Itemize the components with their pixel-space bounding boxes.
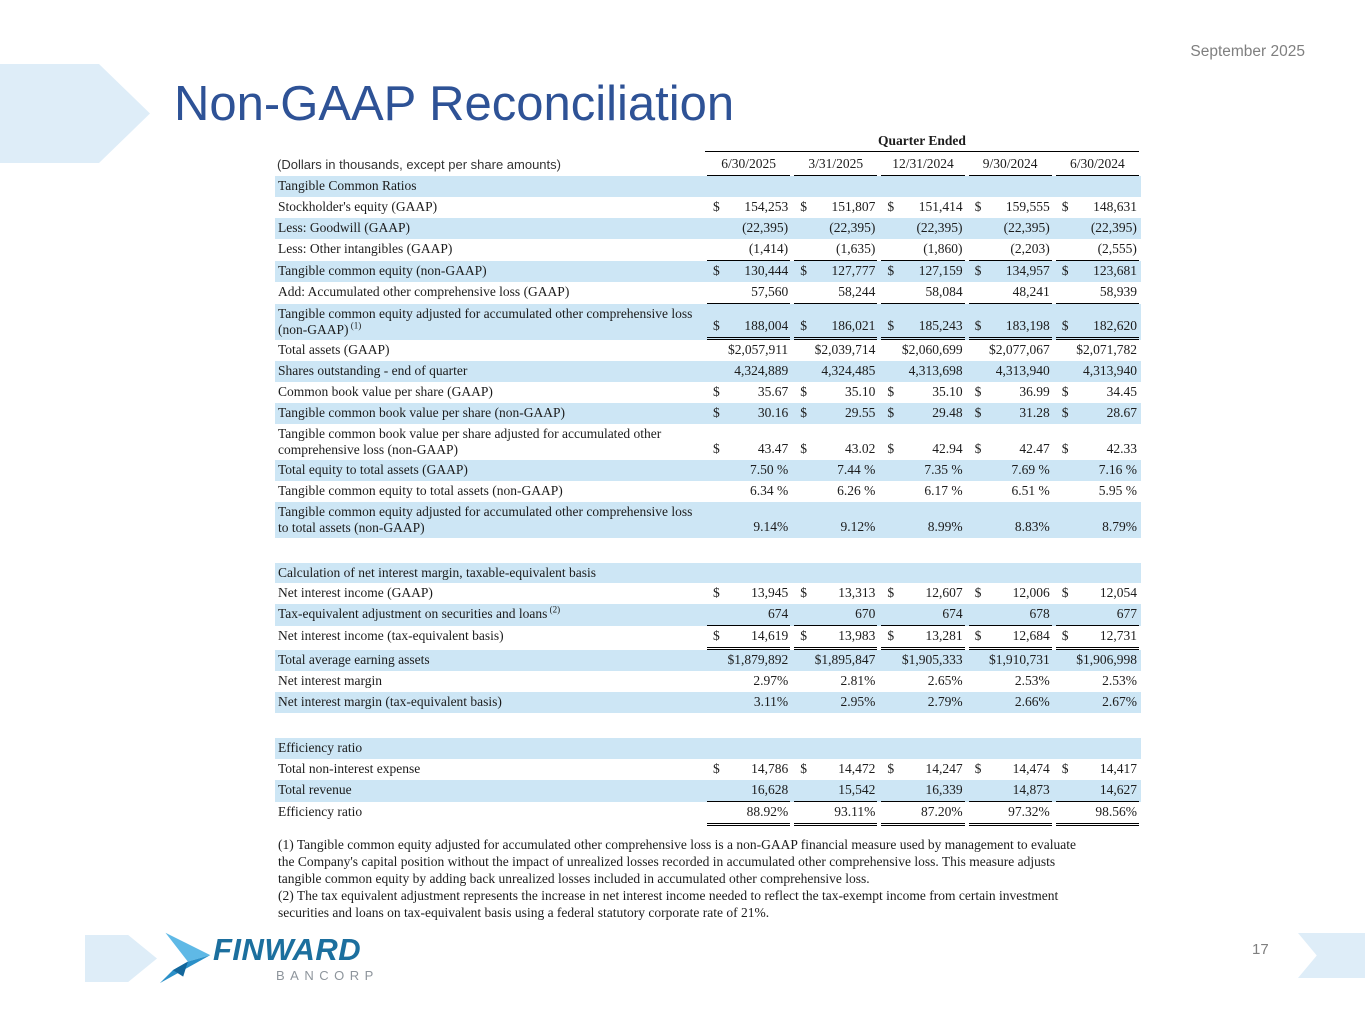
row-label: Efficiency ratio: [278, 803, 363, 819]
value-cell: [794, 583, 877, 604]
value-cell: 2.53%: [1014, 673, 1050, 688]
table-row: [275, 650, 1141, 671]
value-text: 42.94: [932, 440, 963, 456]
value-text: 159,555: [1005, 198, 1050, 214]
row-label: Add: Accumulated other comprehensive loss (GAAP): [278, 283, 570, 299]
table-row: [275, 218, 1141, 239]
value-cell: 4,313,698: [908, 362, 963, 378]
value-cell: 2.79%: [927, 694, 963, 709]
table-row: [275, 382, 1141, 403]
value-cell: [969, 304, 1052, 340]
table-row: [275, 176, 1141, 197]
table-row: [275, 261, 1141, 282]
value-text: 13,281: [925, 628, 963, 643]
value-cell: [969, 403, 1052, 424]
row-label: Tangible common equity (non-GAAP): [278, 262, 487, 278]
row-label: Net interest margin (tax-equivalent basis): [278, 694, 502, 709]
dollar-sign: $: [1061, 317, 1069, 333]
value-cell: [1056, 583, 1139, 604]
dollar-sign: $: [974, 440, 982, 456]
decorative-chevron-top-left: [0, 64, 150, 163]
table-row: [275, 282, 1141, 304]
table-row: [275, 671, 1141, 692]
value-text: 151,414: [918, 198, 963, 214]
value-cell: [969, 759, 1052, 780]
value-cell: [1056, 197, 1139, 218]
value-cell: [707, 304, 790, 340]
value-cell: (1,414): [707, 239, 790, 261]
value-cell: 678: [969, 604, 1052, 626]
logo-arrow-icon: [158, 926, 214, 988]
value-text: 35.67: [757, 383, 789, 399]
reconciliation-table: [275, 133, 1141, 826]
row-label: Less: Other intangibles (GAAP): [278, 240, 453, 256]
footnote-reference: (2): [547, 604, 561, 615]
value-text: 34.45: [1106, 383, 1137, 399]
value-text: 42.47: [1019, 440, 1050, 456]
value-text: 43.47: [757, 440, 789, 456]
table-row: [275, 563, 1141, 584]
value-cell: 88.92%: [707, 802, 790, 826]
value-text: 183,198: [1005, 317, 1050, 333]
dollar-sign: $: [1061, 262, 1069, 278]
dollar-sign: $: [713, 628, 720, 643]
value-cell: 4,324,485: [821, 362, 876, 378]
row-label: Total non-interest expense: [278, 760, 421, 776]
value-text: 134,957: [1005, 262, 1050, 278]
value-cell: [1056, 759, 1139, 780]
value-cell: 7.16 %: [1098, 461, 1137, 477]
dollar-sign: $: [1061, 440, 1069, 456]
value-cell: 5.95 %: [1098, 482, 1137, 498]
table-row: [275, 481, 1141, 502]
value-cell: [969, 583, 1052, 604]
dollar-sign: $: [713, 262, 720, 278]
value-text: 13,983: [838, 628, 876, 643]
dollar-sign: $: [974, 760, 982, 776]
dollar-sign: $: [800, 262, 807, 278]
value-cell: 15,542: [794, 780, 877, 802]
value-cell: [707, 197, 790, 218]
value-cell: (1,860): [881, 239, 964, 261]
value-text: 12,731: [1099, 628, 1137, 643]
value-text: 130,444: [744, 262, 789, 278]
row-label: Tangible common equity adjusted for accumulated other comprehensive loss to total assets (non-GAAP): [278, 503, 693, 535]
value-cell: (2,555): [1056, 239, 1139, 261]
value-cell: 2.65%: [927, 673, 963, 688]
row-label: Tangible common equity to total assets (non-GAAP): [278, 482, 563, 498]
dollar-sign: $: [887, 198, 895, 214]
value-cell: [794, 261, 877, 282]
value-cell: $2,039,714: [814, 341, 876, 357]
table-row: [275, 197, 1141, 218]
value-cell: [881, 197, 964, 218]
units-note: (Dollars in thousands, except per share amounts): [277, 157, 561, 172]
dollar-sign: $: [713, 404, 720, 420]
dollar-sign: $: [974, 198, 982, 214]
table-row: [275, 759, 1141, 780]
row-label: Total average earning assets: [278, 652, 430, 667]
value-cell: [794, 197, 877, 218]
row-label: Stockholder's equity (GAAP): [278, 198, 438, 214]
value-text: 14,417: [1099, 760, 1137, 776]
value-cell: [707, 583, 790, 604]
value-text: 13,945: [751, 585, 789, 600]
dollar-sign: $: [1061, 383, 1069, 399]
value-cell: 48,241: [969, 282, 1052, 304]
row-label: Common book value per share (GAAP): [278, 383, 493, 399]
table-row: [275, 424, 1141, 460]
value-cell: $1,905,333: [901, 652, 963, 667]
value-cell: [707, 403, 790, 424]
value-cell: (22,395): [1090, 219, 1137, 235]
dollar-sign: $: [800, 404, 807, 420]
table-section: [275, 563, 1141, 714]
value-cell: 97.32%: [969, 802, 1052, 826]
value-cell: 4,324,889: [734, 362, 789, 378]
value-text: 12,054: [1099, 585, 1137, 600]
dollar-sign: $: [713, 585, 720, 600]
table-row: [275, 738, 1141, 759]
value-text: 185,243: [918, 317, 963, 333]
value-cell: [881, 261, 964, 282]
row-label: Total equity to total assets (GAAP): [278, 461, 468, 477]
column-header: 6/30/2025: [707, 153, 790, 176]
dollar-sign: $: [800, 317, 807, 333]
table-row: [275, 780, 1141, 802]
dollar-sign: $: [1061, 760, 1069, 776]
table-row: [275, 340, 1141, 361]
column-header: 12/31/2024: [881, 153, 964, 176]
value-cell: 14,627: [1056, 780, 1139, 802]
column-header: 6/30/2024: [1056, 153, 1139, 176]
value-cell: 2.53%: [1102, 673, 1137, 688]
value-cell: [794, 626, 877, 650]
dollar-sign: $: [974, 262, 982, 278]
value-cell: [881, 583, 964, 604]
page-title: Non-GAAP Reconciliation: [174, 77, 735, 131]
value-text: 42.33: [1106, 440, 1137, 456]
value-cell: (22,395): [916, 219, 963, 235]
footnote: (2) The tax equivalent adjustment represents the increase in net interest income needed to reflect the tax-exempt income from certain investment securities and loans on tax-equivalent basis using a federal statutory corporate rate of 21%.: [278, 888, 1059, 920]
value-text: 12,607: [925, 585, 963, 600]
row-label: Tangible common equity adjusted for accumulated other comprehensive loss (non-GAAP) $^{(1)}$: [278, 305, 693, 337]
value-text: 186,021: [831, 317, 876, 333]
value-text: 14,619: [751, 628, 789, 643]
value-cell: [969, 197, 1052, 218]
row-label: Total assets (GAAP): [278, 341, 390, 357]
dollar-sign: $: [887, 760, 895, 776]
dollar-sign: $: [713, 317, 720, 333]
value-cell: 87.20%: [881, 802, 964, 826]
dollar-sign: $: [713, 440, 720, 456]
value-cell: 57,560: [707, 282, 790, 304]
value-cell: [881, 382, 964, 403]
dollar-sign: $: [887, 317, 895, 333]
value-cell: [1056, 304, 1139, 340]
value-cell: [969, 261, 1052, 282]
value-cell: [1056, 424, 1139, 460]
value-cell: [794, 304, 877, 340]
row-label: Less: Goodwill (GAAP): [278, 219, 410, 235]
value-text: 127,159: [918, 262, 963, 278]
footnote: (1) Tangible common equity adjusted for accumulated other comprehensive loss is a non-GAAP financial measure used by management to evaluate the Company's capital position without the impact of unrealized losses recorded in accumulated other comprehensive loss. This measure adjusts tangible common equity by adding back unrealized losses included in accumulated other comprehensive loss.: [278, 837, 1076, 886]
value-cell: 6.26 %: [837, 482, 876, 498]
value-cell: 98.56%: [1056, 802, 1139, 826]
value-text: 13,313: [838, 585, 876, 600]
dollar-sign: $: [974, 585, 982, 600]
value-cell: $1,906,998: [1076, 652, 1137, 667]
value-text: 28.67: [1106, 404, 1137, 420]
value-cell: 2.67%: [1102, 694, 1137, 709]
row-label: Net interest income (GAAP): [278, 585, 433, 600]
table-row: [275, 692, 1141, 713]
value-cell: 3.11%: [753, 694, 789, 709]
dollar-sign: $: [887, 404, 895, 420]
row-label: Efficiency ratio: [278, 740, 363, 755]
value-text: 30.16: [757, 404, 789, 420]
dollar-sign: $: [887, 628, 895, 643]
value-cell: 674: [707, 604, 790, 626]
value-cell: 6.51 %: [1011, 482, 1050, 498]
page-number: 17: [1252, 941, 1269, 958]
value-cell: 670: [794, 604, 877, 626]
value-cell: 58,244: [794, 282, 877, 304]
value-cell: 677: [1056, 604, 1139, 626]
value-cell: 4,313,940: [1082, 362, 1137, 378]
value-cell: (22,395): [1003, 219, 1050, 235]
value-cell: 6.17 %: [924, 482, 963, 498]
value-cell: 58,084: [881, 282, 964, 304]
value-text: 31.28: [1019, 404, 1050, 420]
value-text: 188,004: [744, 317, 789, 333]
value-cell: [707, 626, 790, 650]
value-cell: 8.83%: [1014, 518, 1050, 534]
value-cell: $2,071,782: [1076, 341, 1137, 357]
dollar-sign: $: [800, 585, 807, 600]
table-row: [275, 304, 1141, 340]
table-row: [275, 403, 1141, 424]
value-text: 14,472: [838, 760, 876, 776]
dollar-sign: $: [800, 628, 807, 643]
value-cell: 674: [881, 604, 964, 626]
table-section: [275, 738, 1141, 826]
value-cell: 2.97%: [753, 673, 789, 688]
value-cell: 4,313,940: [995, 362, 1050, 378]
dollar-sign: $: [887, 383, 895, 399]
value-cell: (2,203): [969, 239, 1052, 261]
value-cell: (1,635): [794, 239, 877, 261]
value-cell: $1,910,731: [989, 652, 1050, 667]
table-row: [275, 604, 1141, 626]
row-label: Tax-equivalent adjustment on securities and loans $^{(2)}$: [278, 604, 561, 621]
value-cell: [707, 759, 790, 780]
value-cell: 16,339: [881, 780, 964, 802]
table-dates-row: [275, 153, 1141, 176]
value-cell: 7.50 %: [749, 461, 789, 477]
dollar-sign: $: [974, 404, 982, 420]
value-text: 182,620: [1093, 317, 1137, 333]
value-cell: 93.11%: [794, 802, 877, 826]
value-text: 29.55: [845, 404, 876, 420]
value-cell: [794, 382, 877, 403]
dollar-sign: $: [800, 440, 807, 456]
value-cell: [794, 424, 877, 460]
value-cell: [1056, 261, 1139, 282]
dollar-sign: $: [1061, 404, 1069, 420]
value-cell: [1056, 626, 1139, 650]
table-row: [275, 583, 1141, 604]
value-cell: [969, 382, 1052, 403]
value-cell: 2.95%: [840, 694, 876, 709]
value-text: 12,006: [1012, 585, 1050, 600]
value-cell: [1056, 382, 1139, 403]
dollar-sign: $: [887, 440, 895, 456]
decorative-chevron-bottom-left: [85, 935, 157, 982]
value-cell: 14,873: [969, 780, 1052, 802]
row-label: Tangible common book value per share adjusted for accumulated other comprehensive loss (non-GAAP): [278, 425, 662, 457]
table-section: [275, 176, 1141, 538]
value-cell: [707, 261, 790, 282]
value-cell: $1,879,892: [727, 652, 789, 667]
value-text: 43.02: [845, 440, 876, 456]
table-row: [275, 802, 1141, 826]
value-cell: 7.44 %: [837, 461, 876, 477]
table-row: [275, 626, 1141, 650]
row-label: Net interest income (tax-equivalent basis): [278, 628, 504, 643]
company-logo: [158, 924, 388, 996]
value-cell: [881, 626, 964, 650]
value-cell: (22,395): [742, 219, 789, 235]
value-text: 14,474: [1012, 760, 1050, 776]
value-cell: [881, 424, 964, 460]
value-cell: (22,395): [829, 219, 876, 235]
dollar-sign: $: [713, 760, 720, 776]
value-cell: [1056, 403, 1139, 424]
row-label: Net interest margin: [278, 673, 382, 688]
value-text: 151,807: [831, 198, 876, 214]
row-label: Tangible common book value per share (non-GAAP): [278, 404, 565, 420]
value-cell: 7.35 %: [924, 461, 963, 477]
value-cell: [881, 759, 964, 780]
table-row: [275, 460, 1141, 481]
dollar-sign: $: [1061, 628, 1069, 643]
dollar-sign: $: [1061, 198, 1069, 214]
value-cell: [969, 424, 1052, 460]
value-cell: $2,060,699: [901, 341, 963, 357]
value-cell: 7.69 %: [1011, 461, 1050, 477]
table-row: [275, 239, 1141, 261]
value-text: 29.48: [932, 404, 963, 420]
dollar-sign: $: [800, 760, 807, 776]
value-text: 35.10: [845, 383, 876, 399]
value-text: 154,253: [744, 198, 789, 214]
logo-name: FINWARD: [213, 932, 362, 967]
value-cell: [707, 382, 790, 403]
value-cell: 6.34 %: [749, 482, 789, 498]
value-text: 14,247: [925, 760, 963, 776]
value-cell: 9.14%: [753, 518, 789, 534]
table-row: [275, 502, 1141, 538]
quarter-ended-header: Quarter Ended: [705, 133, 1139, 152]
value-text: 127,777: [831, 262, 876, 278]
value-text: 14,786: [751, 760, 789, 776]
decorative-banner-bottom-right: [1298, 933, 1365, 978]
value-cell: $2,077,067: [989, 341, 1050, 357]
dollar-sign: $: [887, 585, 895, 600]
value-text: 148,631: [1093, 198, 1137, 214]
value-cell: $2,057,911: [727, 341, 789, 357]
value-cell: [707, 424, 790, 460]
row-label: Tangible Common Ratios: [278, 178, 417, 193]
value-cell: [794, 759, 877, 780]
value-cell: 58,939: [1056, 282, 1139, 304]
value-cell: 8.99%: [927, 518, 963, 534]
value-cell: [881, 403, 964, 424]
value-cell: [881, 304, 964, 340]
value-cell: 16,628: [707, 780, 790, 802]
table-body: [275, 176, 1141, 826]
table-row: [275, 361, 1141, 382]
dollar-sign: $: [974, 317, 982, 333]
dollar-sign: $: [713, 383, 720, 399]
dollar-sign: $: [713, 198, 720, 214]
row-label: Shares outstanding - end of quarter: [278, 362, 468, 378]
column-header: 9/30/2024: [969, 153, 1052, 176]
value-cell: [794, 403, 877, 424]
dollar-sign: $: [974, 383, 982, 399]
value-cell: [969, 626, 1052, 650]
value-cell: $1,895,847: [814, 652, 876, 667]
dollar-sign: $: [1061, 585, 1069, 600]
dollar-sign: $: [800, 198, 807, 214]
value-cell: 2.66%: [1014, 694, 1050, 709]
dollar-sign: $: [887, 262, 895, 278]
value-text: 35.10: [932, 383, 963, 399]
logo-subtitle: BANCORP: [276, 968, 379, 983]
row-label: Calculation of net interest margin, taxable-equivalent basis: [278, 564, 597, 580]
value-cell: 9.12%: [840, 518, 876, 534]
row-label: Total revenue: [278, 781, 352, 797]
value-cell: 2.81%: [840, 673, 876, 688]
value-text: 36.99: [1019, 383, 1050, 399]
dollar-sign: $: [974, 628, 982, 643]
value-text: 123,681: [1093, 262, 1137, 278]
value-text: 12,684: [1012, 628, 1050, 643]
footnote-reference: (1): [348, 320, 362, 330]
slide-date-label: September 2025: [1190, 43, 1305, 60]
value-cell: 8.79%: [1102, 518, 1137, 534]
footnotes: [278, 836, 1094, 921]
column-header: 3/31/2025: [794, 153, 877, 176]
dollar-sign: $: [800, 383, 807, 399]
